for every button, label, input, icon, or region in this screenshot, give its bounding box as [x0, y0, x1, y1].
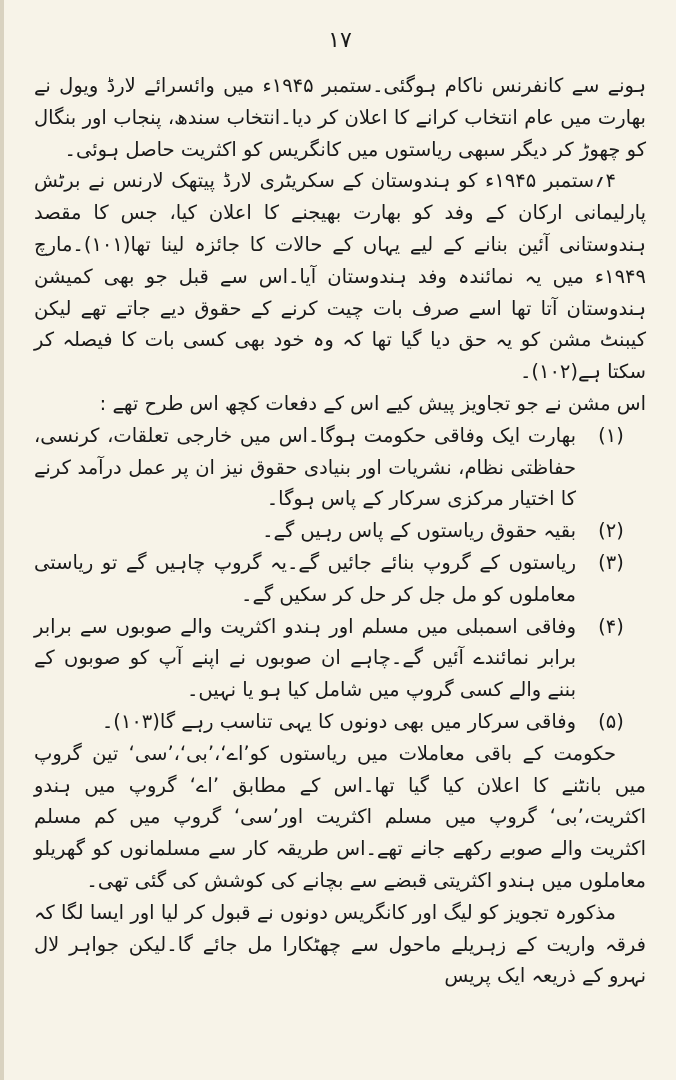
paragraph-2: ۴؍ستمبر ۱۹۴۵ء کو ہندوستان کے سکریٹری لارڈ پیتھک لارنس نے برٹش پارلیمانی ارکان کے وفد کو بھارت بھیجنے کا اعلان کیا، جس کا مقصد ہندوستانی آئین بنانے کے لیے یہاں کے حالات کا جائزہ لینا تھا(۱۰۱)۔مارچ ۱۹۴۹ء میں یہ نمائندہ وفد ہندوستان آیا۔اس سے قبل جو بھی کمیشن ہندوستان آتا تھا اسے صرف بات چیت کرنے کے حقوق دیے جاتے تھے لیکن کیبنٹ مشن کو یہ حق دیا گیا تھا کہ وہ خود بھی کسی بات کا فیصلہ کر سکتا ہے(۱۰۲)۔ [34, 169, 646, 384]
list-item-number: (۵) [598, 709, 624, 733]
paragraph-1: ہونے سے کانفرنس ناکام ہوگئی۔ستمبر ۱۹۴۵ء میں وائسرائے لارڈ ویول نے بھارت میں عام انتخاب کرانے کا اعلان کر دیا۔انتخاب سندھ، پنجاب اور بنگال کو چھوڑ کر دیگر سبھی ریاستوں میں کانگریس کو اکثریت حاصل ہوئی۔ [34, 74, 647, 161]
list-item-text: وفاقی سرکار میں بھی دونوں کا یہی تناسب رہے گا(۱۰۳)۔ [101, 709, 576, 733]
page-text [34, 70, 646, 992]
list-item-text: وفاقی اسمبلی میں مسلم اور ہندو اکثریت والے صوبوں سے برابر برابر نمائندے آئیں گے۔چاہے ان صوبوں نے اپنے آپ کو صوبوں کے بننے والے کسی گروپ میں شامل کیا ہو یا نہیں۔ [34, 614, 576, 702]
list-item-number: (۴) [598, 614, 624, 638]
list-item-text: بھارت ایک وفاقی حکومت ہوگا۔اس میں خارجی تعلقات، کرنسی، حفاظتی نظام، نشریات اور بنیادی حقوق نیز ان پر عمل درآمد کرنے کا اختیار مرکزی سرکار کے پاس ہوگا۔ [34, 423, 576, 511]
paragraph-4: حکومت کے باقی معاملات میں ریاستوں کو’اے‘،’بی‘،’سی‘ تین گروپ میں بانٹنے کا اعلان کیا گیا تھا۔اس کے مطابق ’اے‘ گروپ میں ہندو اکثریت،’بی‘ گروپ میں مسلم اکثریت اور’سی‘ گروپ میں کم مسلم اکثریت والے صوبے رکھے جانے تھے۔اس طریقہ کار سے مسلمانوں کو گھریلو معاملوں میں ہندو اکثریتی قبضے سے بچانے کی کوشش کی گئی تھی۔ [34, 741, 646, 892]
list-item-number: (۱) [598, 423, 624, 447]
list-item [34, 706, 646, 738]
list-item-number: (۳) [598, 550, 624, 574]
list-item [34, 420, 646, 515]
list-item [34, 515, 646, 547]
list-item [34, 611, 646, 706]
list-item-text: بقیہ حقوق ریاستوں کے پاس رہیں گے۔ [262, 519, 576, 543]
list-item-number: (۲) [598, 519, 624, 543]
paragraph-5: مذکورہ تجویز کو لیگ اور کانگریس دونوں نے قبول کر لیا اور ایسا لگا کہ فرقہ واریت کے زہریلے ماحول سے چھٹکارا مل جائے گا۔لیکن جواہر لال نہرو کے ذریعہ ایک پریس [34, 900, 646, 988]
list-item-text: ریاستوں کے گروپ بنائے جائیں گے۔یہ گروپ چاہیں گے تو ریاستی معاملوں کو مل جل کر حل کر سکیں گے۔ [34, 550, 576, 606]
paragraph-3: اس مشن نے جو تجاویز پیش کیے اس کے دفعات کچھ اس طرح تھے : [99, 391, 646, 415]
list-item [34, 547, 646, 611]
page-number: ۱۷ [328, 28, 352, 53]
